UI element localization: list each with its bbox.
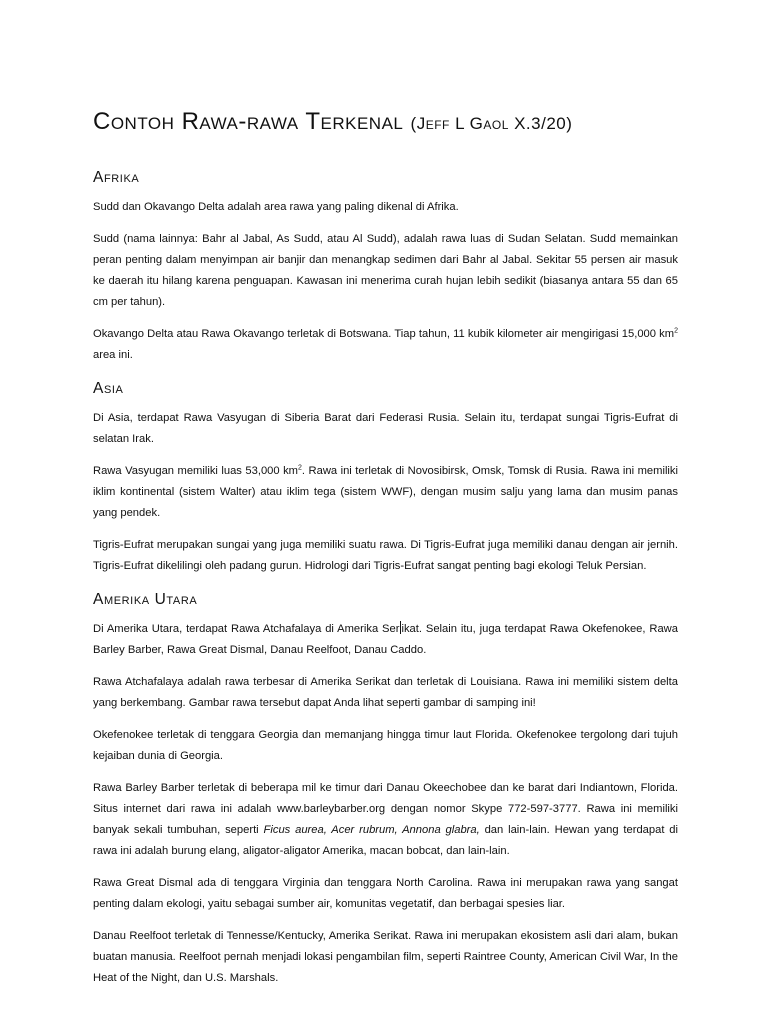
paragraph[interactable] bbox=[93, 778, 678, 862]
title-main: Contoh Rawa-rawa Terkenal bbox=[93, 108, 404, 135]
paragraph[interactable] bbox=[93, 324, 678, 366]
paragraph[interactable]: Rawa Great Dismal ada di tenggara Virginia dan tenggara North Carolina. Rawa ini merupakan rawa yang sangat penting dalam ekologi, yaitu sebagai sumber air, komunitas vegetatif, dan berbagai spesies liar. bbox=[93, 876, 678, 910]
superscript: 2 bbox=[298, 464, 302, 472]
section-heading: Asia bbox=[93, 379, 124, 397]
paragraph[interactable]: Sudd dan Okavango Delta adalah area rawa yang paling dikenal di Afrika. bbox=[93, 200, 459, 213]
text-run: area ini. bbox=[93, 348, 133, 361]
section-heading: Afrika bbox=[93, 168, 140, 186]
section-afrika bbox=[93, 169, 678, 366]
paragraph[interactable]: Sudd (nama lainnya: Bahr al Jabal, As Sudd, atau Al Sudd), adalah rawa luas di Sudan Selatan. Sudd memainkan peran penting dalam menyimpan air banjir dan menangkap sedimen dari Bahr al Jabal. Sekitar 55 persen air masuk ke daerah itu hilang karena penguapan. Kawasan ini menerima curah hujan lebih sedikit (biasanya antara 55 dan 65 cm per tahun). bbox=[93, 232, 678, 308]
title-author: (Jeff L Gaol X.3/20) bbox=[410, 114, 573, 133]
paragraph[interactable]: Di Asia, terdapat Rawa Vasyugan di Siberia Barat dari Federasi Rusia. Selain itu, terdapat sungai Tigris-Eufrat di selatan Irak. bbox=[93, 411, 678, 445]
paragraph[interactable] bbox=[93, 461, 678, 524]
section-heading: Amerika Utara bbox=[93, 590, 198, 608]
superscript: 2 bbox=[674, 327, 678, 335]
text-run: Okavango Delta atau Rawa Okavango terletak di Botswana. Tiap tahun, 11 kubik kilometer air mengirigasi 15,000 km bbox=[93, 327, 675, 340]
text-run: Di Amerika Utara, terdapat Rawa Atchafalaya di Amerika Ser bbox=[93, 622, 400, 635]
paragraph[interactable]: Okefenokee terletak di tenggara Georgia dan memanjang hingga timur laut Florida. Okefenokee tergolong dari tujuh kejaiban dunia di Georgia. bbox=[93, 728, 678, 762]
text-run: . Rawa ini terletak di Novosibirsk, Omsk, Tomsk di Rusia. Rawa ini memiliki iklim kontinental (sistem Walter) atau iklim tega (sistem WWF), dengan musim salju yang lama dan musim panas yang pendek. bbox=[93, 464, 679, 519]
text-run: Rawa Vasyugan memiliki luas 53,000 km bbox=[93, 464, 299, 477]
document-title bbox=[93, 108, 678, 137]
paragraph[interactable] bbox=[93, 619, 678, 661]
text-run: Rawa Barley Barber terletak di beberapa mil ke timur dari Danau Okeechobee dan ke barat dari Indiantown, Florida. Situs internet dari rawa ini adalah www.barleybarber.org dengan nomor Skype 772-597-3777. Rawa ini memiliki banyak sekali tumbuhan, seperti bbox=[93, 781, 678, 836]
section-amerika-utara bbox=[93, 591, 678, 989]
text-run: ikat. Selain itu, juga terdapat Rawa Okefenokee, Rawa Barley Barber, Rawa Great Dismal, Danau Reelfoot, Danau Caddo. bbox=[93, 622, 678, 656]
text-run: dan lain-lain. Hewan yang terdapat di rawa ini adalah burung elang, aligator-aligator Amerika, macan bobcat, dan lain-lain. bbox=[93, 823, 679, 857]
paragraph[interactable]: Danau Reelfoot terletak di Tennesse/Kentucky, Amerika Serikat. Rawa ini merupakan ekosistem asli dari alam, bukan buatan manusia. Reelfoot pernah menjadi lokasi pengambilan film, seperti Raintree County, American Civil War, In the Heat of the Night, dan U.S. Marshals. bbox=[93, 929, 678, 984]
section-asia bbox=[93, 380, 678, 577]
species-names: Ficus aurea, Acer rubrum, Annona glabra, bbox=[263, 823, 480, 836]
paragraph[interactable]: Rawa Atchafalaya adalah rawa terbesar di Amerika Serikat dan terletak di Louisiana. Rawa ini memiliki sistem delta yang berkembang. Gambar rawa tersebut dapat Anda lihat seperti gambar di samping ini! bbox=[93, 675, 678, 709]
paragraph[interactable]: Tigris-Eufrat merupakan sungai yang juga memiliki suatu rawa. Di Tigris-Eufrat juga memiliki danau dengan air jernih. Tigris-Eufrat dikelilingi oleh padang gurun. Hidrologi dari Tigris-Eufrat sangat penting bagi ekologi Teluk Persian. bbox=[93, 538, 678, 572]
